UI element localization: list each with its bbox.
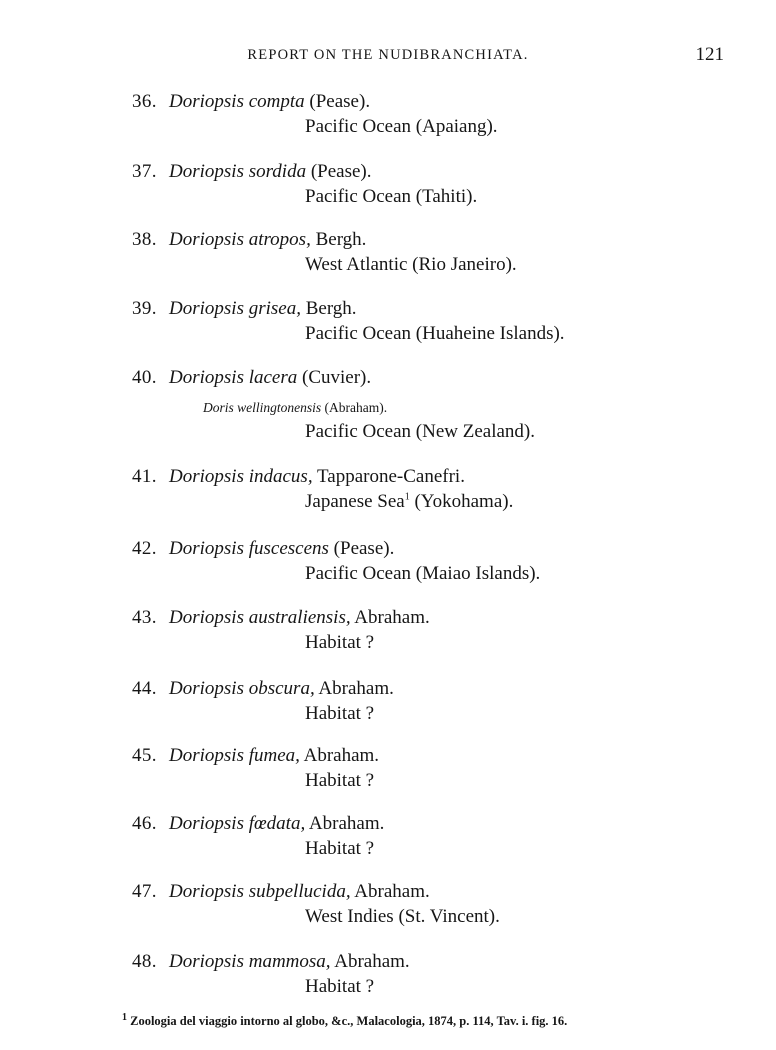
page-number: 121 xyxy=(695,44,724,65)
genus-name: Doriopsis xyxy=(169,607,244,628)
species-name: mammosa, xyxy=(248,951,331,972)
entry-locality: Pacific Ocean (Apaiang). xyxy=(305,116,498,137)
locality-place: (Yokohama). xyxy=(414,491,514,512)
species-name: obscura, xyxy=(248,678,315,699)
synonym-genus: Doris xyxy=(203,400,234,415)
entry-number: 44. xyxy=(132,678,157,699)
species-name: compta xyxy=(248,91,305,112)
author-name: (Pease). xyxy=(333,538,395,559)
entry-locality: Habitat ? xyxy=(305,632,375,653)
entry-name-line xyxy=(132,607,430,629)
running-header: REPORT ON THE NUDIBRANCHIATA. xyxy=(247,47,529,63)
species-name: sordida xyxy=(248,161,307,182)
entry-name-line xyxy=(132,538,394,560)
footnote xyxy=(122,1011,568,1029)
author-name: Abraham. xyxy=(318,678,394,699)
genus-name: Doriopsis xyxy=(169,367,244,388)
entry-locality: Habitat ? xyxy=(305,976,375,997)
entry-locality xyxy=(305,491,513,513)
entry-number: 47. xyxy=(132,881,157,902)
entry-locality: Habitat ? xyxy=(305,703,375,724)
entry-number: 41. xyxy=(132,466,157,487)
entry-name-line xyxy=(132,161,372,183)
entry-name-line xyxy=(132,745,379,767)
genus-name: Doriopsis xyxy=(169,466,244,487)
entry-locality: Habitat ? xyxy=(305,770,375,791)
entry-locality: West Atlantic (Rio Janeiro). xyxy=(305,254,517,275)
entry-number: 45. xyxy=(132,745,157,766)
entry-name-line xyxy=(132,813,384,835)
genus-name: Doriopsis xyxy=(169,298,244,319)
author-name: (Cuvier). xyxy=(302,367,372,388)
synonym-line xyxy=(203,400,387,416)
entry-locality: West Indies (St. Vincent). xyxy=(305,906,500,927)
species-name: indacus, xyxy=(248,466,313,487)
genus-name: Doriopsis xyxy=(169,745,244,766)
genus-name: Doriopsis xyxy=(169,678,244,699)
genus-name: Doriopsis xyxy=(169,161,244,182)
species-name: fœdata, xyxy=(248,813,306,834)
entry-locality: Habitat ? xyxy=(305,838,375,859)
genus-name: Doriopsis xyxy=(169,951,244,972)
entry-number: 39. xyxy=(132,298,157,319)
species-name: fuscescens xyxy=(248,538,329,559)
entry-number: 43. xyxy=(132,607,157,628)
author-name: Abraham. xyxy=(303,745,380,766)
genus-name: Doriopsis xyxy=(169,813,244,834)
entry-number: 38. xyxy=(132,229,157,250)
entry-name-line xyxy=(132,91,370,113)
author-name: Bergh. xyxy=(315,229,367,250)
entry-name-line xyxy=(132,229,366,251)
entry-name-line xyxy=(132,951,410,973)
species-name: fumea, xyxy=(248,745,300,766)
author-name: Abraham. xyxy=(308,813,385,834)
species-name: lacera xyxy=(248,367,298,388)
entry-number: 46. xyxy=(132,813,157,834)
species-name: australiensis, xyxy=(248,607,351,628)
entry-name-line xyxy=(132,298,357,320)
entry-name-line xyxy=(132,881,430,903)
author-name: Tapparone-Canefri. xyxy=(317,466,465,487)
footnote-text: Zoologia del viaggio intorno al globo, &c., Malacologia, 1874, p. 114, Tav. i. fig. 16. xyxy=(130,1014,568,1028)
footnote-mark: 1 xyxy=(122,1011,127,1023)
genus-name: Doriopsis xyxy=(169,229,244,250)
synonym-author: (Abraham). xyxy=(324,400,388,415)
author-name: Bergh. xyxy=(305,298,357,319)
author-name: (Pease). xyxy=(310,161,372,182)
species-name: grisea, xyxy=(248,298,301,319)
genus-name: Doriopsis xyxy=(169,91,244,112)
genus-name: Doriopsis xyxy=(169,538,244,559)
entry-number: 40. xyxy=(132,367,157,388)
entry-locality: Pacific Ocean (New Zealand). xyxy=(305,421,535,442)
entry-number: 36. xyxy=(132,91,157,112)
footnote-marker: 1 xyxy=(404,491,410,503)
entry-locality: Pacific Ocean (Huaheine Islands). xyxy=(305,323,565,344)
entry-number: 48. xyxy=(132,951,157,972)
species-name: subpellucida, xyxy=(248,881,351,902)
author-name: (Pease). xyxy=(309,91,371,112)
synonym-species: wellingtonensis xyxy=(237,400,322,415)
species-name: atropos, xyxy=(248,229,311,250)
entry-name-line xyxy=(132,466,465,488)
entry-name-line xyxy=(132,367,371,389)
author-name: Abraham. xyxy=(354,607,430,628)
genus-name: Doriopsis xyxy=(169,881,244,902)
entry-locality: Pacific Ocean (Tahiti). xyxy=(305,186,478,207)
entry-locality: Pacific Ocean (Maiao Islands). xyxy=(305,563,541,584)
entry-name-line xyxy=(132,678,394,700)
author-name: Abraham. xyxy=(354,881,430,902)
entry-number: 42. xyxy=(132,538,157,559)
author-name: Abraham. xyxy=(334,951,410,972)
locality-sea: Japanese Sea xyxy=(305,491,405,512)
entry-number: 37. xyxy=(132,161,157,182)
